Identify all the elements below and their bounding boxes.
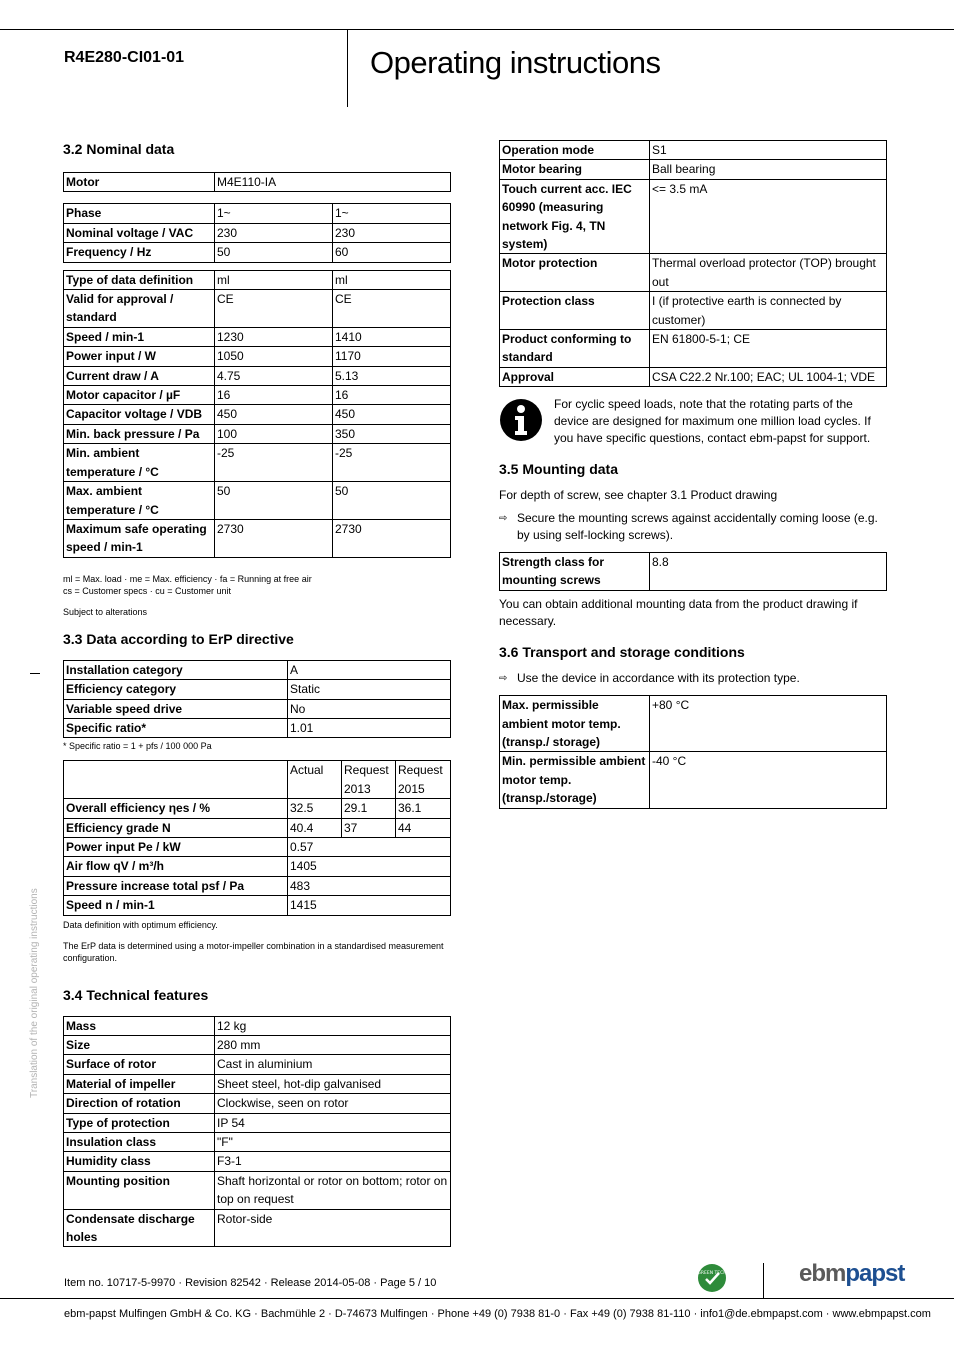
table-row [64,386,451,405]
table-cell: Min. back pressure / Pa [64,424,215,443]
table-cell: 50 [333,482,451,520]
table-cell: Mass [64,1016,215,1035]
table-cell: A [288,660,451,679]
table-row [64,876,451,895]
table-cell: Condensate discharge holes [64,1209,215,1247]
table-cell: Efficiency grade N [64,818,288,837]
table-cell: 16 [215,386,333,405]
table-cell: Ball bearing [650,160,887,179]
logo-part-papst: papst [845,1260,905,1287]
table-cell: Size [64,1036,215,1055]
subject-note: Subject to alterations [63,606,148,617]
table-cell: 450 [215,405,333,424]
table-cell: Type of protection [64,1113,215,1132]
table-cell: M4E110-IA [215,173,451,192]
table-cell: Installation category [64,660,288,679]
table-row [64,366,451,385]
table-row [64,699,451,718]
green-tech-badge-icon [697,1263,727,1293]
table-cell: Power input Pe / kW [64,837,288,856]
table-cell: ml [333,270,451,289]
table-row [64,204,451,223]
table-row [64,223,451,242]
table-cell: 5.13 [333,366,451,385]
table-row [64,660,451,679]
section-heading-mounting: 3.5 Mounting data [499,461,618,478]
table-cell: 12 kg [215,1016,451,1035]
table-cell: CE [333,290,451,328]
table-cell: -40 °C [650,752,887,808]
table-cell: Max. permissible ambient motor temp. (transp./ storage) [500,696,650,752]
table-cell: Actual [288,761,342,799]
ratio-note: * Specific ratio = 1 + pfs / 100 000 Pa [63,741,212,752]
mounting-intro: For depth of screw, see chapter 3.1 Product drawing [499,488,778,503]
table-cell: Thermal overload protector (TOP) brought out [650,254,887,292]
table-cell: Cast in aluminium [215,1055,451,1074]
table-cell: No [288,699,451,718]
table-row [64,1036,451,1055]
table-cell: -25 [333,444,451,482]
table-cell: Rotor-side [215,1209,451,1247]
table-cell: ml [215,270,333,289]
table-cell: 37 [342,818,396,837]
table-cell: 1410 [333,327,451,346]
table-cell: CE [215,290,333,328]
table-row [500,160,887,179]
table-cell: 450 [333,405,451,424]
table-cell: Min. ambient temperature / °C [64,444,215,482]
table-cell: Speed / min-1 [64,327,215,346]
table-cell: -25 [215,444,333,482]
table-row [64,718,451,737]
table-row [64,896,451,915]
table-cell: 1~ [215,204,333,223]
logo-part-ebm: ebm [799,1260,846,1287]
section-heading-tech: 3.4 Technical features [63,986,209,1003]
table-cell: Direction of rotation [64,1094,215,1113]
mounting-outro: You can obtain additional mounting data from the product drawing if necessary. [499,596,858,629]
table-row [64,1094,451,1113]
nominal-table-a [63,203,451,262]
table-cell: Material of impeller [64,1074,215,1093]
table-cell: 1050 [215,347,333,366]
table-cell: Overall efficiency ηes / % [64,799,288,818]
table-cell: Current draw / A [64,366,215,385]
bullet-text: Secure the mounting screws against accidentally coming loose (e.g. by using self-locking screws). [517,510,878,543]
table-row [64,1152,451,1171]
table-row [64,173,451,192]
table-cell: 50 [215,482,333,520]
table-cell: 230 [333,223,451,242]
table-cell: IP 54 [215,1113,451,1132]
table-cell: I (if protective earth is connected by customer) [650,292,887,330]
table-cell: Capacitor voltage / VDB [64,405,215,424]
left-column [63,140,451,1258]
table-cell: Static [288,680,451,699]
table-cell: Approval [500,367,650,386]
table-row [64,327,451,346]
erp-efficiency-table [63,760,451,915]
table-cell: Motor capacitor / µF [64,386,215,405]
table-cell: 40.4 [288,818,342,837]
legend-line-2: cs = Customer specs · cu = Customer unit [63,585,232,596]
table-cell: 1~ [333,204,451,223]
table-cell: 0.57 [288,837,451,856]
table-cell: 1230 [215,327,333,346]
table-cell: Sheet steel, hot-dip galvanised [215,1074,451,1093]
table-row [64,270,451,289]
arrow-icon: ⇨ [499,672,508,684]
table-cell: Protection class [500,292,650,330]
right-column [499,140,887,820]
footer-divider [763,1263,764,1299]
table-cell: Pressure increase total psf / Pa [64,876,288,895]
table-cell: Request 2013 [342,761,396,799]
table-cell: +80 °C [650,696,887,752]
table-cell: F3-1 [215,1152,451,1171]
table-cell: 350 [333,424,451,443]
table-cell: Specific ratio* [64,718,288,737]
table-cell: Power input / W [64,347,215,366]
table-cell: Motor bearing [500,160,650,179]
transport-bullet [499,670,887,688]
table-row [500,696,887,752]
model-code: R4E280-CI01-01 [64,49,185,66]
legend-line-1: ml = Max. load · me = Max. efficiency · fa = Running at free air [63,573,312,584]
table-row [64,1016,451,1035]
table-cell: Shaft horizontal or rotor on bottom; rotor on top on request [215,1171,451,1209]
table-cell: Valid for approval / standard [64,290,215,328]
table-row [64,799,451,818]
table-row [64,424,451,443]
transport-table [499,695,887,808]
table-cell: Strength class for mounting screws [500,552,650,590]
footer-rule [0,1298,954,1299]
table-row [64,1113,451,1132]
table-cell: 44 [396,818,451,837]
table-cell: 4.75 [215,366,333,385]
table-cell: <= 3.5 mA [650,179,887,254]
table-cell: Phase [64,204,215,223]
table-row [64,405,451,424]
page-title: Operating instructions [370,45,661,80]
table-row [64,1171,451,1209]
table-cell: Product conforming to standard [500,330,650,368]
table-cell [64,761,288,799]
table-cell: 230 [215,223,333,242]
table-cell: Motor protection [500,254,650,292]
table-cell: Nominal voltage / VAC [64,223,215,242]
motor-table [63,172,451,192]
margin-mark [30,673,40,674]
table-cell: Type of data definition [64,270,215,289]
table-cell: Operation mode [500,141,650,160]
table-cell: S1 [650,141,887,160]
table-cell: Frequency / Hz [64,243,215,262]
table-row [500,141,887,160]
table-cell: Insulation class [64,1133,215,1152]
mounting-table [499,552,887,591]
table-row [64,347,451,366]
table-cell: 1405 [288,857,451,876]
table-cell: Maximum safe operating speed / min-1 [64,519,215,557]
table-cell: Min. permissible ambient motor temp. (transp./storage) [500,752,650,808]
table-row [64,243,451,262]
table-cell: Request 2015 [396,761,451,799]
header-rule [0,29,954,30]
table-row [500,292,887,330]
section-heading-nominal: 3.2 Nominal data [63,141,175,157]
table-row [64,837,451,856]
table-cell: Speed n / min-1 [64,896,288,915]
item-line: Item no. 10717-5-9970 · Revision 82542 · Release 2014-05-08 · Page 5 / 10 [64,1277,437,1289]
table-row [64,290,451,328]
arrow-icon: ⇨ [499,512,508,524]
table-cell: EN 61800-5-1; CE [650,330,887,368]
translation-note: Translation of the original operating instructions [29,888,40,1098]
table-cell: 1415 [288,896,451,915]
table-row [500,367,887,386]
section-heading-transport: 3.6 Transport and storage conditions [499,643,745,660]
tech-table [63,1016,451,1248]
table-cell: 1170 [333,347,451,366]
table-row [64,857,451,876]
table-cell: Max. ambient temperature / °C [64,482,215,520]
table-row [64,1133,451,1152]
table-cell: Mounting position [64,1171,215,1209]
erp-note-1: Data definition with optimum efficiency. [63,919,218,930]
table-header-row [64,761,451,799]
table-cell: 50 [215,243,333,262]
company-address: ebm-papst Mulfingen GmbH & Co. KG · Bachmühle 2 · D-74673 Mulfingen · Phone +49 (0) 7938 81-0 · Fax +49 (0) 7938 81-110 · info1@de.ebmpapst.com · www.ebmpapst.com [64,1308,931,1320]
table-cell: Air flow qV / m³/h [64,857,288,876]
table-cell: 8.8 [650,552,887,590]
table-cell: "F" [215,1133,451,1152]
mounting-bullet [499,510,887,545]
table-cell: 60 [333,243,451,262]
info-box [499,396,887,447]
table-row [500,330,887,368]
table-cell: 16 [333,386,451,405]
table-cell: 280 mm [215,1036,451,1055]
table-cell: Motor [64,173,215,192]
table-cell: Touch current acc. IEC 60990 (measuring network Fig. 4, TN system) [500,179,650,254]
table-cell: 29.1 [342,799,396,818]
table-cell: 32.5 [288,799,342,818]
table-cell: 483 [288,876,451,895]
erp-table [63,660,451,739]
table-cell: CSA C22.2 Nr.100; EAC; UL 1004-1; VDE [650,367,887,386]
table-row [500,254,887,292]
table-row [64,818,451,837]
table-row [64,1074,451,1093]
table-row [64,1055,451,1074]
info-text: For cyclic speed loads, note that the rotating parts of the device are designed for maximum one million load cycles. If you have specific questions, contact ebm-papst for support. [554,397,871,446]
table-row [500,179,887,254]
table-cell: 36.1 [396,799,451,818]
table-cell: Surface of rotor [64,1055,215,1074]
table-cell: 1.01 [288,718,451,737]
table-cell: 100 [215,424,333,443]
table-row [500,752,887,808]
svg-text:GREEN TECH: GREEN TECH [697,1271,727,1276]
table-cell: Efficiency category [64,680,288,699]
header-divider [347,29,348,107]
ebmpapst-logo [799,1260,904,1288]
nominal-table-b [63,270,451,558]
bullet-text: Use the device in accordance with its protection type. [517,670,800,685]
table-row [500,552,887,590]
table-cell: 2730 [333,519,451,557]
table-cell: 2730 [215,519,333,557]
info-icon [499,398,543,442]
table-row [64,444,451,482]
table-row [64,1209,451,1247]
section-heading-erp: 3.3 Data according to ErP directive [63,630,294,647]
erp-note-2: The ErP data is determined using a motor-impeller combination in a standardised measurement configuration. [63,940,444,963]
table-cell: Variable speed drive [64,699,288,718]
tech-table-continued [499,140,887,387]
table-row [64,482,451,520]
table-row [64,680,451,699]
table-cell: Humidity class [64,1152,215,1171]
table-row [64,519,451,557]
table-cell: Clockwise, seen on rotor [215,1094,451,1113]
